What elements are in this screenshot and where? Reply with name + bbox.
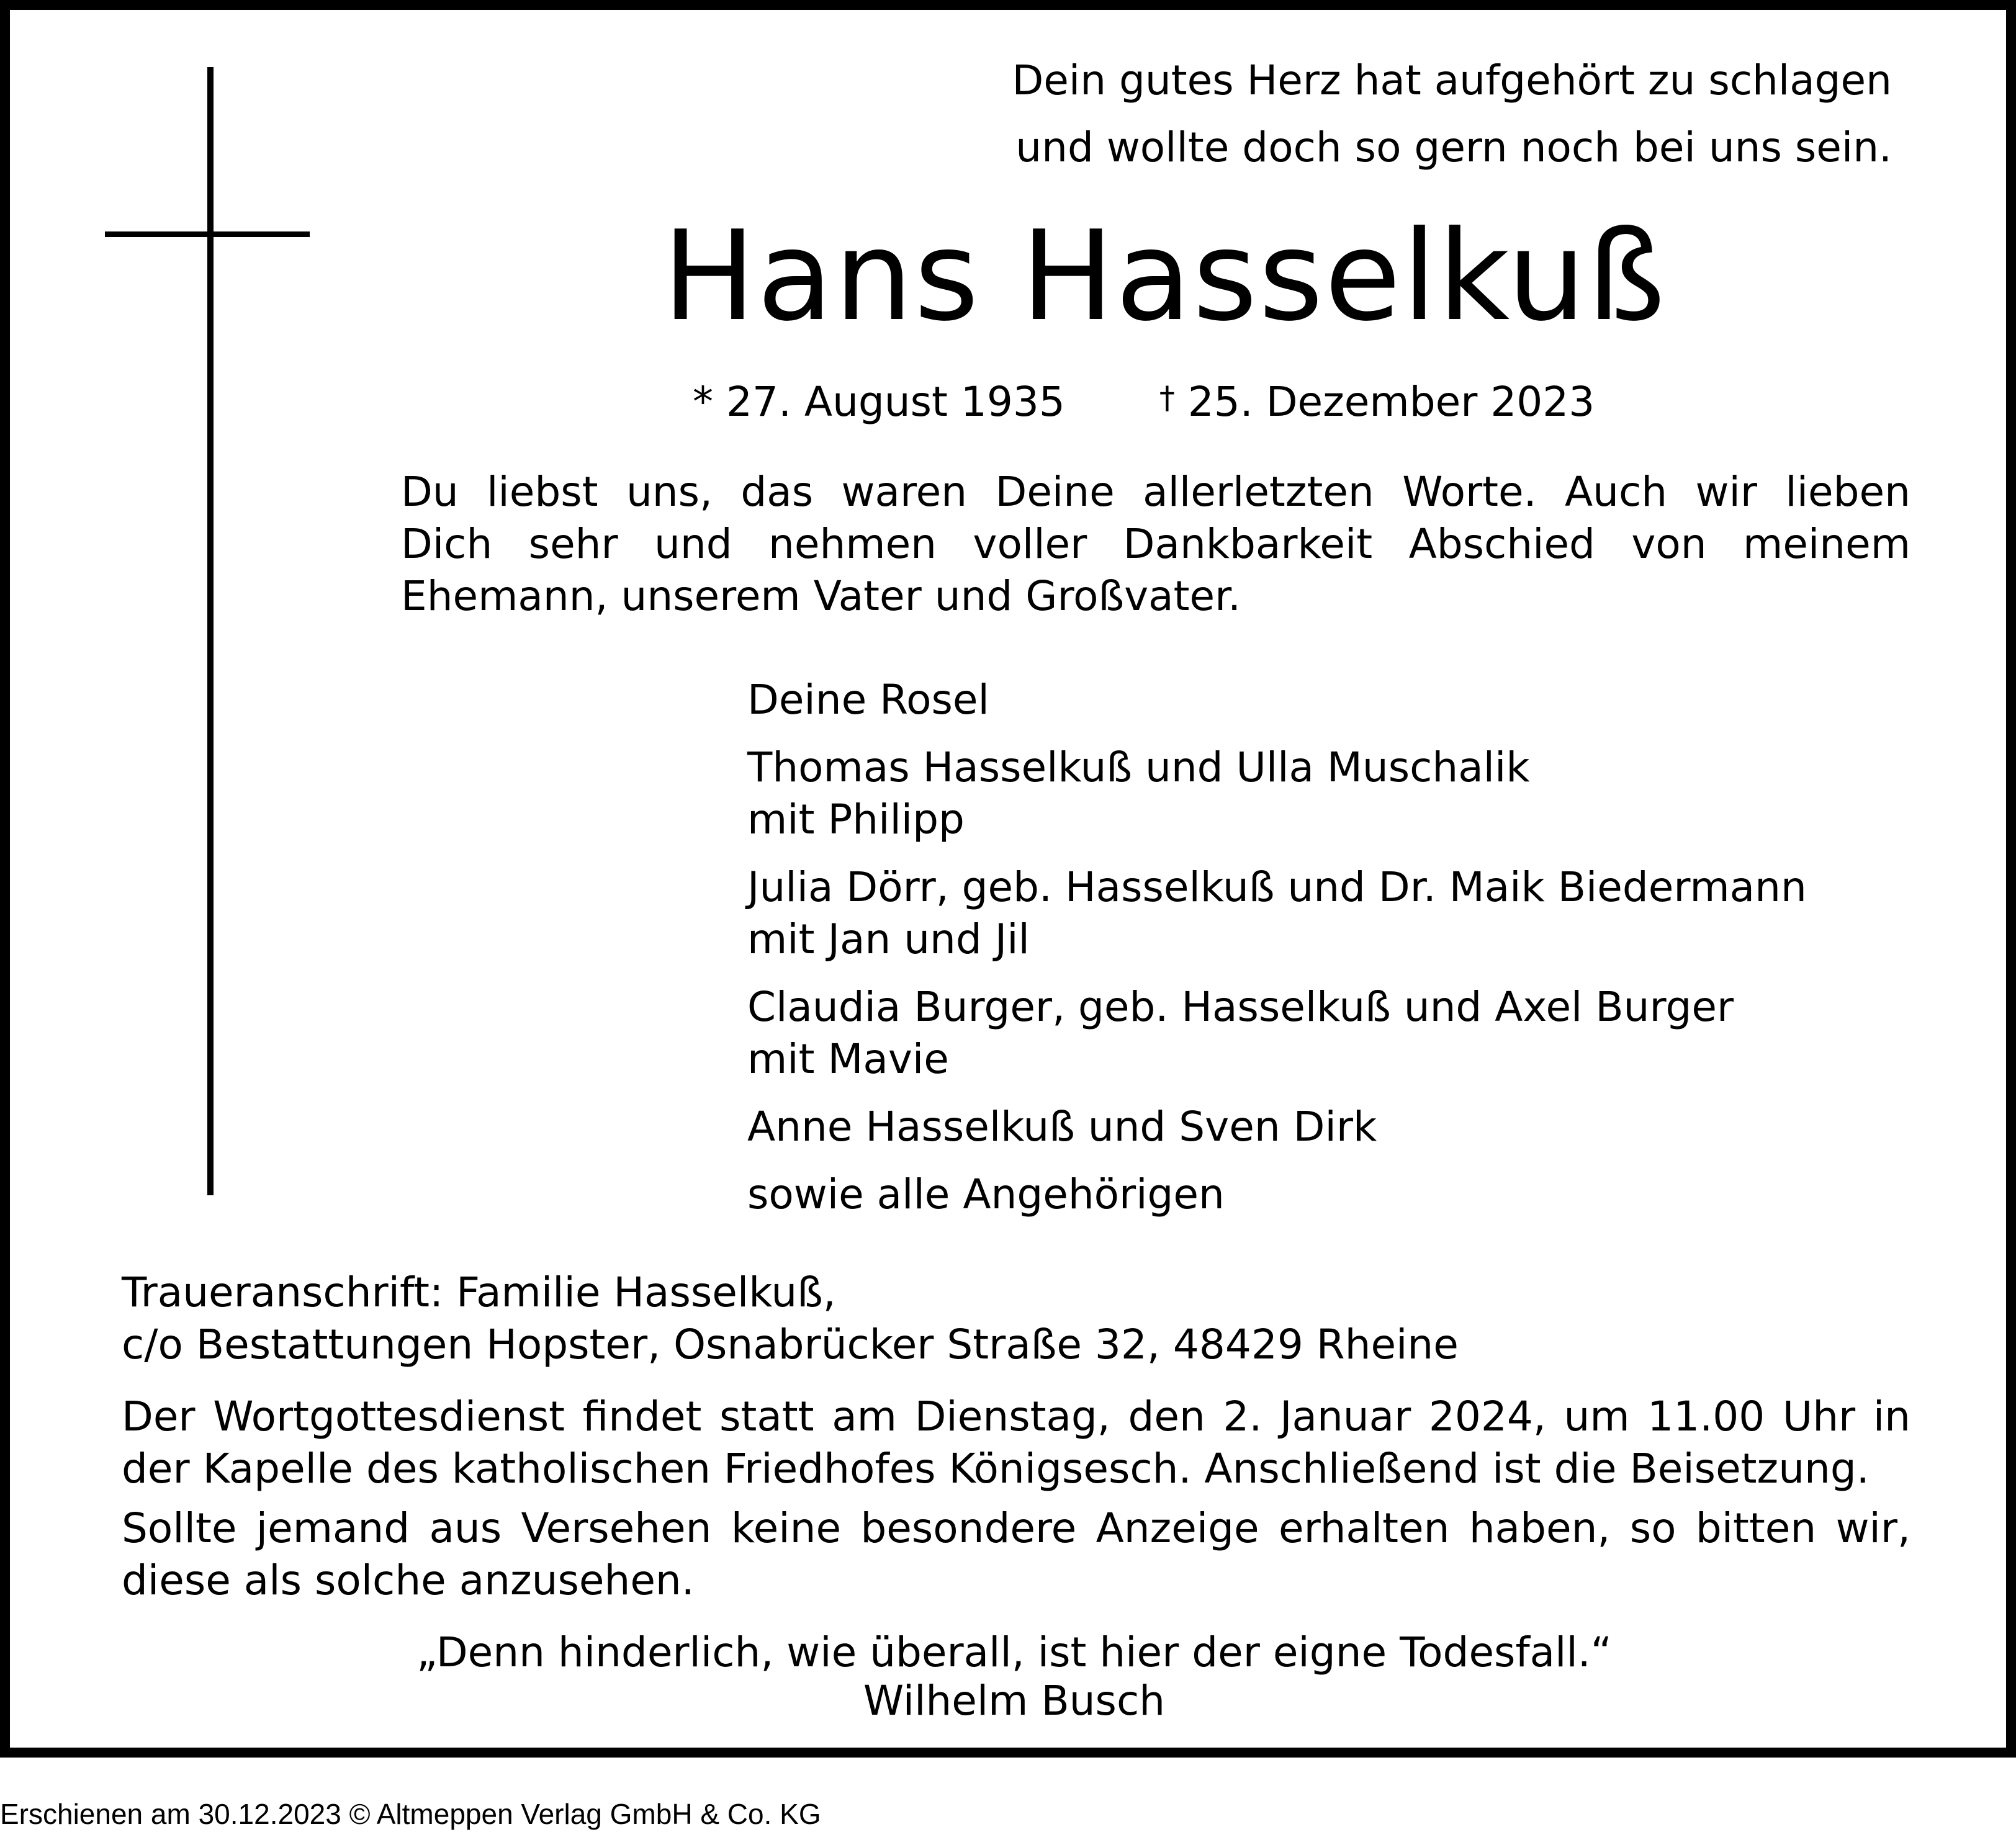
- notice-paragraph: [122, 1502, 1910, 1607]
- quote-text: „Denn hinderlich, wie überall, ist hier der eigne Todesfall.“: [416, 1628, 1612, 1676]
- notice-line-2: diese als solche anzusehen.: [122, 1556, 695, 1604]
- intro-line-3: Ehemann, unserem Vater und Großvater.: [401, 572, 1241, 620]
- family-entry: [747, 742, 1807, 846]
- family-entry-line: Anne Hasselkuß und Sven Dirk: [747, 1103, 1377, 1151]
- death-symbol: †: [1159, 380, 1175, 416]
- deceased-name: Hans Hasselkuß: [662, 204, 1667, 349]
- motto-line-1: Dein gutes Herz hat aufgehört zu schlagen: [1012, 56, 1892, 104]
- quote-author: Wilhelm Busch: [863, 1677, 1166, 1725]
- intro-paragraph: [401, 466, 1910, 622]
- mourning-address: [122, 1267, 1459, 1371]
- notice-line-1: Sollte jemand aus Versehen keine besondere Anzeige erhalten haben, so bitten wir,: [122, 1504, 1910, 1552]
- family-entry: [747, 981, 1807, 1085]
- motto-line-2: und wollte doch so gern noch bei uns sein.: [1015, 123, 1892, 171]
- family-entry-line: Julia Dörr, geb. Hasselkuß und Dr. Maik Biedermann: [747, 863, 1807, 911]
- service-info: [122, 1391, 1910, 1614]
- family-entry: [747, 861, 1807, 966]
- service-paragraph: [122, 1391, 1910, 1495]
- death-date: 25. Dezember 2023: [1187, 378, 1595, 426]
- service-line-2: der Kapelle des katholischen Friedhofes Königsesch. Anschließend ist die Beisetzung.: [122, 1445, 1870, 1493]
- family-entry: [747, 674, 1807, 726]
- motto: [1012, 47, 1892, 181]
- birth-symbol: *: [693, 378, 713, 426]
- closing-quote: [10, 1628, 2016, 1725]
- birth-date: 27. August 1935: [726, 378, 1065, 426]
- family-entry-line: mit Mavie: [747, 1035, 949, 1083]
- publication-footer: Erschienen am 30.12.2023 © Altmeppen Verlag GmbH & Co. KG: [0, 1798, 821, 1830]
- family-entry-line: mit Jan und Jil: [747, 915, 1030, 963]
- family-entry-line: mit Philipp: [747, 796, 965, 843]
- family-entry-line: Claudia Burger, geb. Hasselkuß und Axel Burger: [747, 983, 1734, 1031]
- family-entry: [747, 1101, 1807, 1153]
- address-line-1: Traueranschrift: Familie Hasselkuß,: [122, 1268, 836, 1316]
- intro-line-1: Du liebst uns, das waren Deine allerletzten Worte. Auch wir lieben: [401, 468, 1910, 516]
- intro-line-2: Dich sehr und nehmen voller Dankbarkeit Abschied von meinem: [401, 520, 1910, 568]
- address-line-2: c/o Bestattungen Hopster, Osnabrücker Straße 32, 48429 Rheine: [122, 1321, 1459, 1368]
- family-entry-line: Thomas Hasselkuß und Ulla Muschalik: [747, 743, 1530, 791]
- family-entry: [747, 1169, 1807, 1221]
- life-dates: [693, 370, 1595, 430]
- family-entry-line: sowie alle Angehörigen: [747, 1170, 1225, 1218]
- family-list: [747, 674, 1807, 1236]
- service-line-1: Der Wortgottesdienst findet statt am Dienstag, den 2. Januar 2024, um 11.00 Uhr in: [122, 1393, 1910, 1440]
- family-entry-line: Deine Rosel: [747, 676, 989, 724]
